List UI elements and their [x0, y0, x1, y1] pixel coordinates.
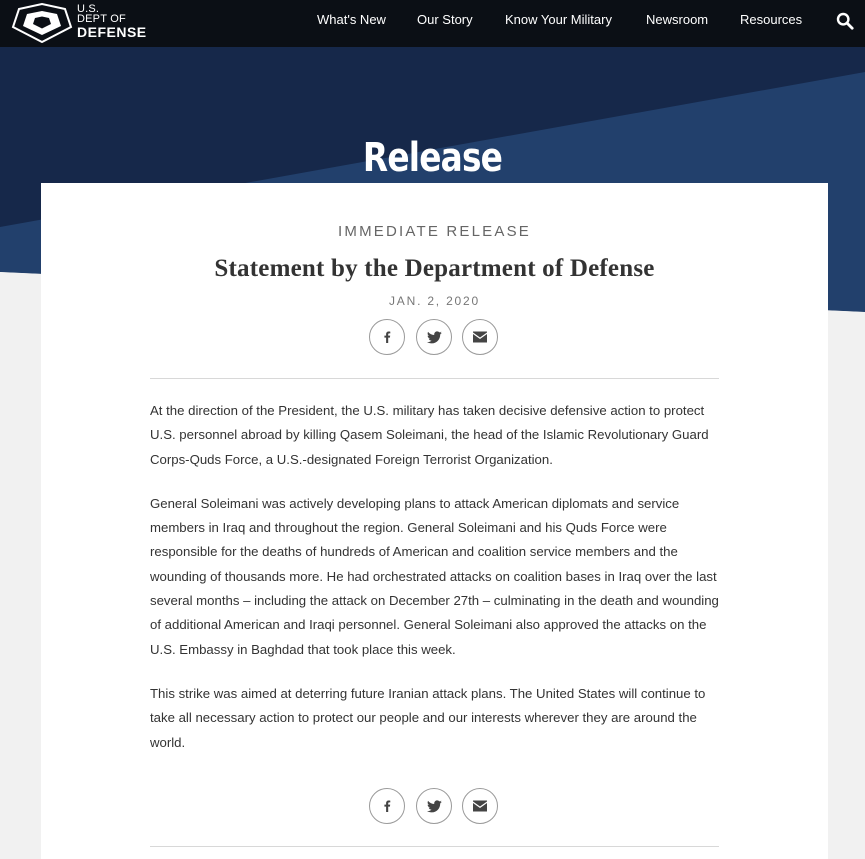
- nav-our-story[interactable]: Our Story: [417, 12, 473, 27]
- share-bar-bottom: [369, 788, 499, 826]
- logo-text: [77, 4, 147, 40]
- dod-logo[interactable]: [11, 3, 146, 43]
- nav-whats-new[interactable]: What's New: [317, 12, 386, 27]
- email-icon: [472, 331, 488, 343]
- page-title: Release: [362, 135, 503, 181]
- nav-newsroom[interactable]: Newsroom: [646, 12, 709, 27]
- twitter-share-button[interactable]: [416, 788, 452, 824]
- twitter-icon: [427, 800, 442, 813]
- article-paragraph-3: This strike was aimed at deterring future Iranian attack plans. The United States will continue to take all necessary action to protect our people and our interests wherever they are around the world.: [150, 685, 706, 750]
- article-headline: Statement by the Department of Defense: [214, 255, 655, 282]
- facebook-icon: [380, 330, 394, 344]
- facebook-share-button[interactable]: [369, 319, 405, 355]
- logo-line-2: DEPT OF: [77, 13, 126, 25]
- email-icon: [472, 800, 488, 812]
- email-share-button[interactable]: [462, 319, 498, 355]
- logo-line-3: DEFENSE: [77, 24, 147, 40]
- twitter-icon: [427, 331, 442, 344]
- twitter-share-button[interactable]: [416, 319, 452, 355]
- facebook-share-button[interactable]: [369, 788, 405, 824]
- release-card: [41, 183, 828, 859]
- search-icon[interactable]: [836, 12, 854, 30]
- article-paragraph-1: At the direction of the President, the U.S. military has taken decisive defensive action to protect U.S. personnel abroad by killing Qasem Soleimani, the head of the Islamic Revolutionary Guard Corps-Quds Force, a U.S.-designated Foreign Terrorist Organization.: [150, 403, 709, 467]
- nav-resources[interactable]: Resources: [740, 12, 803, 27]
- article-paragraph-2: General Soleimani was actively developing plans to attack American diplomats and service members in Iraq and throughout the region. General Soleimani and his Quds Force were responsible for the deaths of hundreds of American and coalition service members and the wounding of thousands more. He had orchestrated attacks on coalition bases in Iraq over the last several months – including the attack on December 27th – culminating in the death and wounding of additional American and Iraqi personnel. General Soleimani also approved the attacks on the U.S. Embassy in Baghdad that took place this week.: [150, 495, 719, 657]
- email-share-button[interactable]: [462, 788, 498, 824]
- share-bar-top: [369, 319, 499, 357]
- logo-line-1: U.S.: [77, 3, 100, 15]
- article-body: [150, 399, 722, 775]
- divider-top: [150, 378, 719, 379]
- pentagon-logo-icon: [11, 3, 73, 43]
- article-date: JAN. 2, 2020: [389, 294, 480, 308]
- release-category: IMMEDIATE RELEASE: [338, 223, 531, 240]
- divider-bottom: [150, 846, 719, 847]
- nav-know-your-military[interactable]: Know Your Military: [505, 12, 612, 27]
- facebook-icon: [380, 799, 394, 813]
- top-navigation-bar: [0, 0, 865, 47]
